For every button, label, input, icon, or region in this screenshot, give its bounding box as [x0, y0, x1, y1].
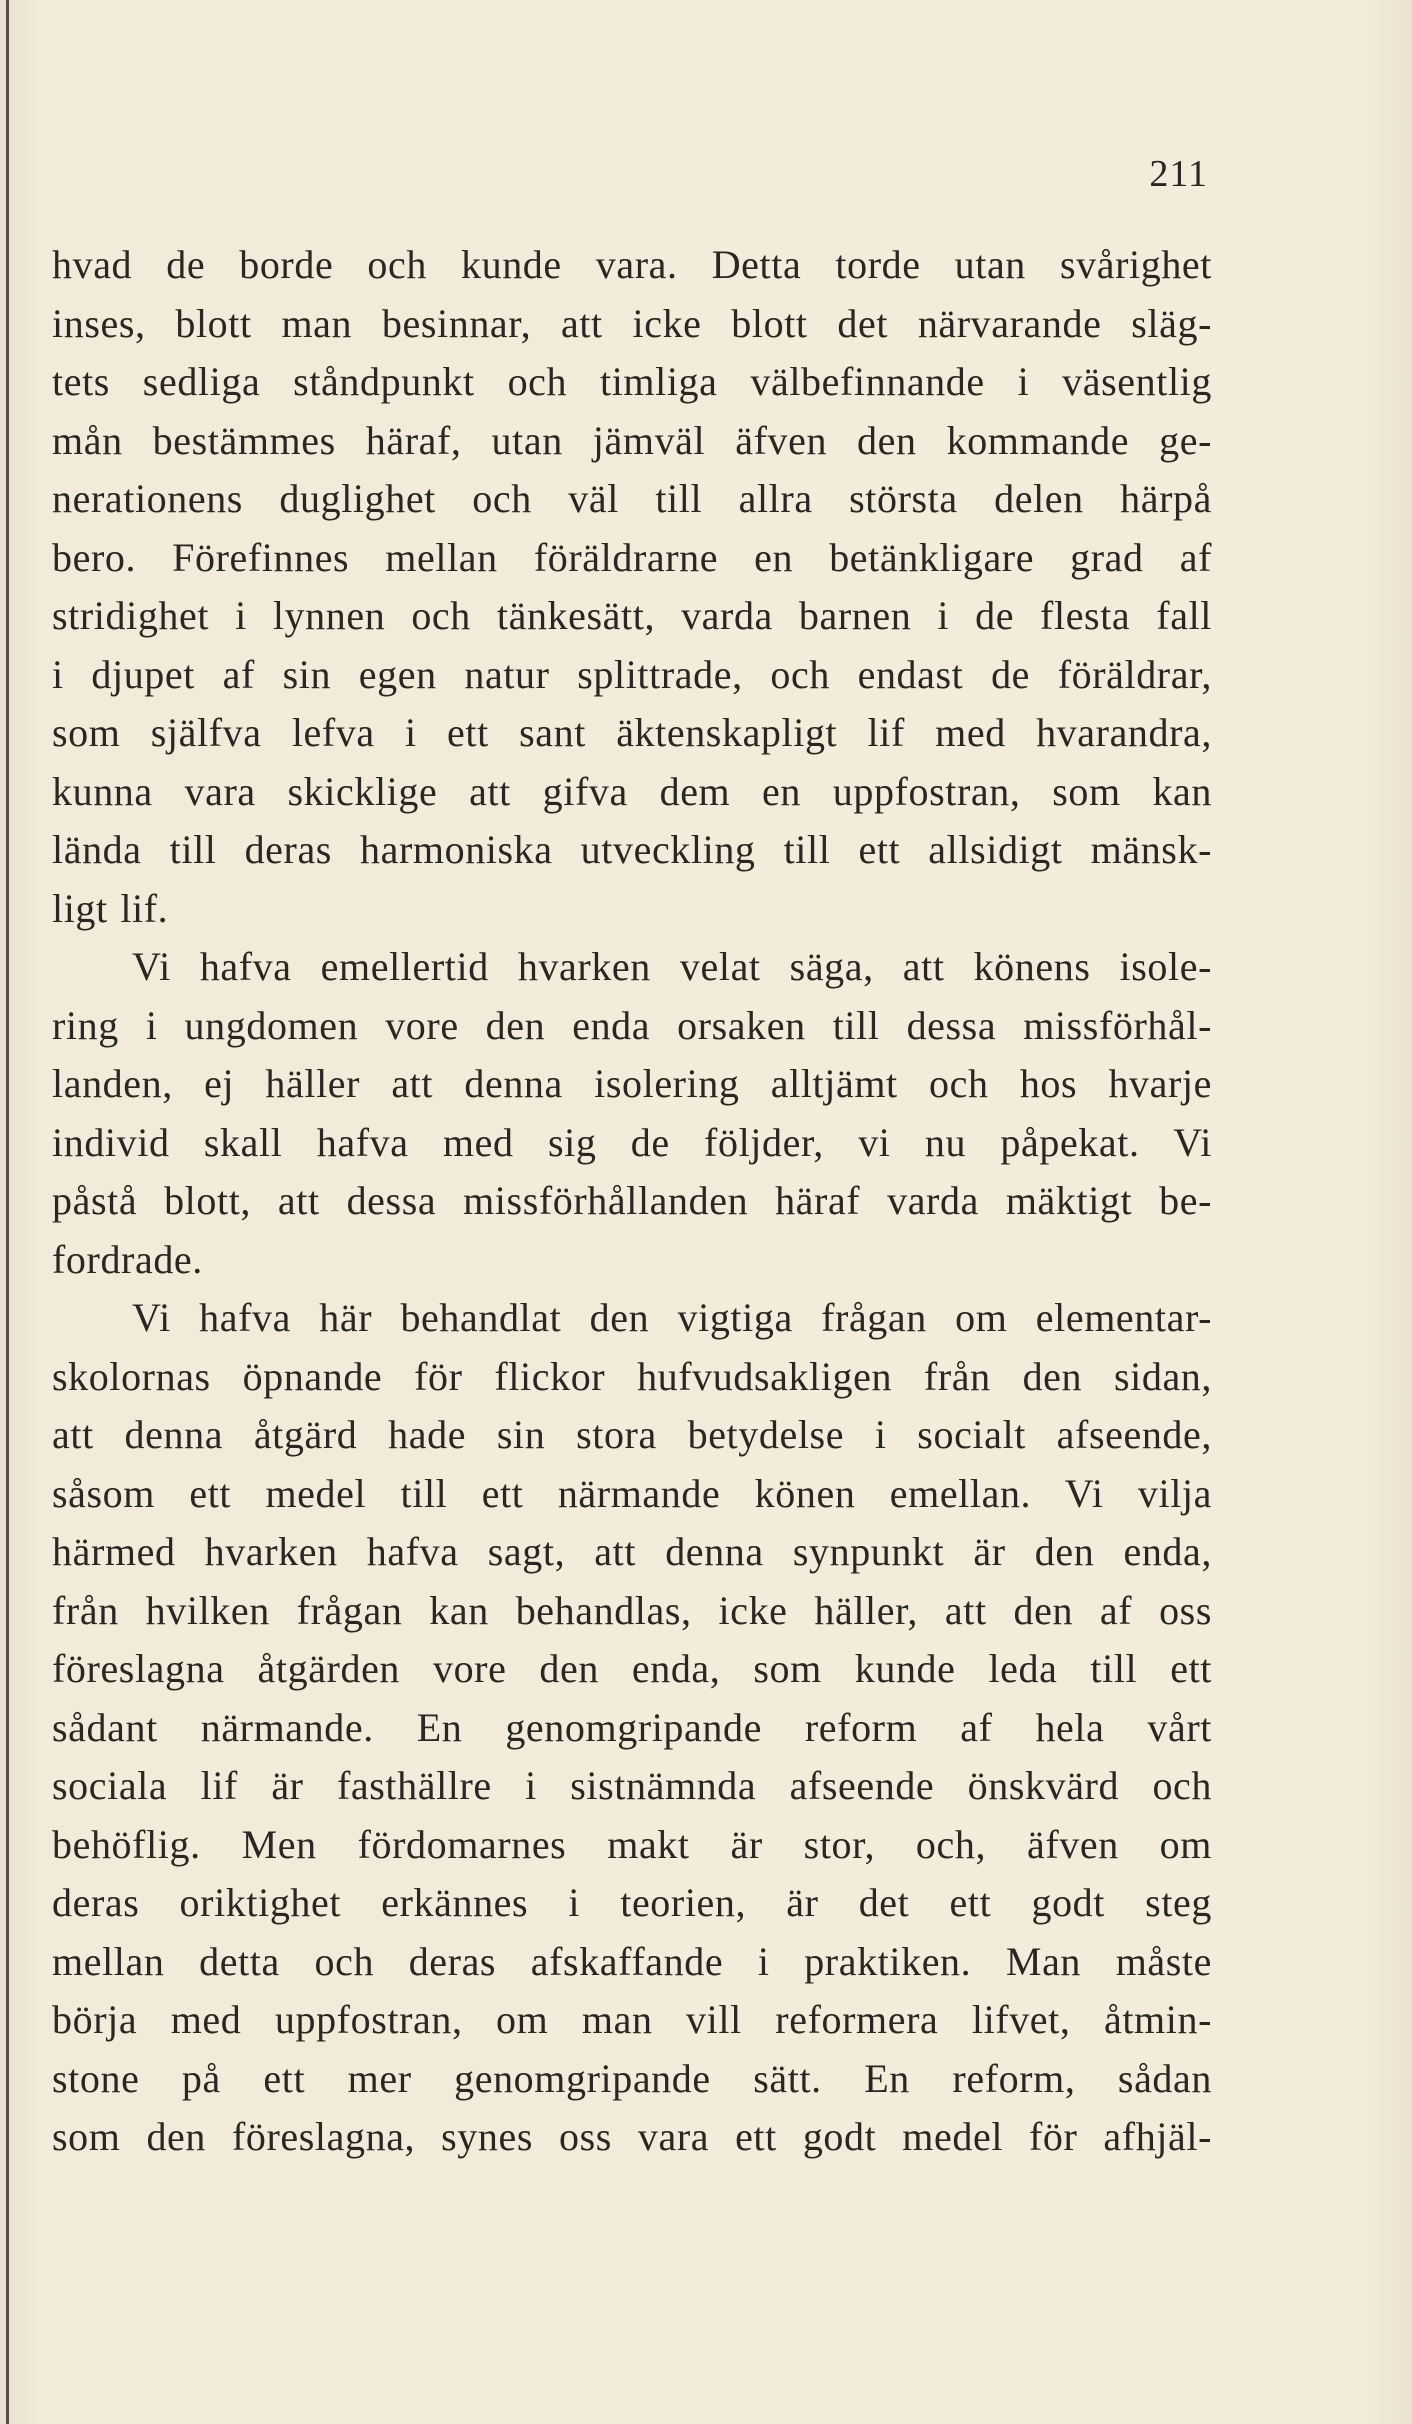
text-line: inses, blott man besinnar, att icke blott det närvarande släg-	[52, 300, 1212, 346]
text-line: skolornas öpnande för flickor hufvudsakligen från den sidan,	[52, 1353, 1212, 1399]
text-line: lända till deras harmoniska utveckling till ett allsidigt mänsk-	[52, 827, 1212, 872]
text-line: individ skall hafva med sig de följder, vi nu påpekat. Vi	[52, 1119, 1212, 1165]
text-line: ligt lif.	[52, 885, 169, 931]
text-line: landen, ej häller att denna isolering alltjämt och hos hvarje	[52, 1061, 1212, 1106]
text-line: stone på ett mer genomgripande sätt. En reform, sådan	[52, 2055, 1212, 2101]
text-line: mån bestämmes häraf, utan jämväl äfven den kommande ge-	[52, 417, 1212, 463]
text-line: från hvilken frågan kan behandlas, icke häller, att den af oss	[52, 1587, 1212, 1633]
text-line: som den föreslagna, synes oss vara ett godt medel för afhjäl-	[52, 2114, 1212, 2159]
text-line: sociala lif är fasthällre i sistnämnda afseende önskvärd och	[52, 1763, 1212, 1808]
text-line: kunna vara skicklige att gifva dem en uppfostran, som kan	[52, 768, 1212, 814]
text-line: sådant närmande. En genomgripande reform af hela vårt	[52, 1704, 1212, 1750]
text-line: att denna åtgärd hade sin stora betydelse i socialt afseende,	[52, 1412, 1212, 1457]
text-line: i djupet af sin egen natur splittrade, och endast de föräldrar,	[52, 651, 1212, 697]
text-line: nerationens duglighet och väl till allra största delen härpå	[52, 476, 1212, 521]
text-line: ring i ungdomen vore den enda orsaken till dessa missförhål-	[52, 1002, 1212, 1048]
text-line: härmed hvarken hafva sagt, att denna synpunkt är den enda,	[52, 1529, 1212, 1574]
text-line: påstå blott, att dessa missförhållanden häraf varda mäktigt be-	[52, 1178, 1212, 1223]
text-line: mellan detta och deras afskaffande i praktiken. Man måste	[52, 1938, 1212, 1984]
text-line: tets sedliga ståndpunkt och timliga välbefinnande i väsentlig	[52, 359, 1212, 404]
text-line: behöflig. Men fördomarnes makt är stor, och, äfven om	[52, 1821, 1212, 1867]
text-line: bero. Förefinnes mellan föräldrarne en betänkligare grad af	[52, 534, 1212, 580]
text-line: Vi hafva emellertid hvarken velat säga, att könens isole-	[132, 944, 1212, 989]
text-line: deras oriktighet erkännes i teorien, är det ett godt steg	[52, 1880, 1212, 1925]
text-line: börja med uppfostran, om man vill reformera lifvet, åtmin-	[52, 1997, 1212, 2042]
page-number: 211	[1149, 153, 1208, 195]
page-edge-shadow	[6, 0, 9, 2424]
text-line: föreslagna åtgärden vore den enda, som kunde leda till ett	[52, 1646, 1212, 1691]
text-line: fordrade.	[52, 1236, 203, 1282]
text-line: stridighet i lynnen och tänkesätt, varda barnen i de flesta fall	[52, 593, 1212, 638]
text-line: som själfva lefva i ett sant äktenskapligt lif med hvarandra,	[52, 710, 1212, 755]
body-text	[52, 236, 1212, 2167]
text-line: hvad de borde och kunde vara. Detta torde utan svårighet	[52, 242, 1212, 287]
text-line: såsom ett medel till ett närmande könen emellan. Vi vilja	[52, 1470, 1212, 1516]
text-line: Vi hafva här behandlat den vigtiga frågan om elementar-	[132, 1295, 1212, 1340]
